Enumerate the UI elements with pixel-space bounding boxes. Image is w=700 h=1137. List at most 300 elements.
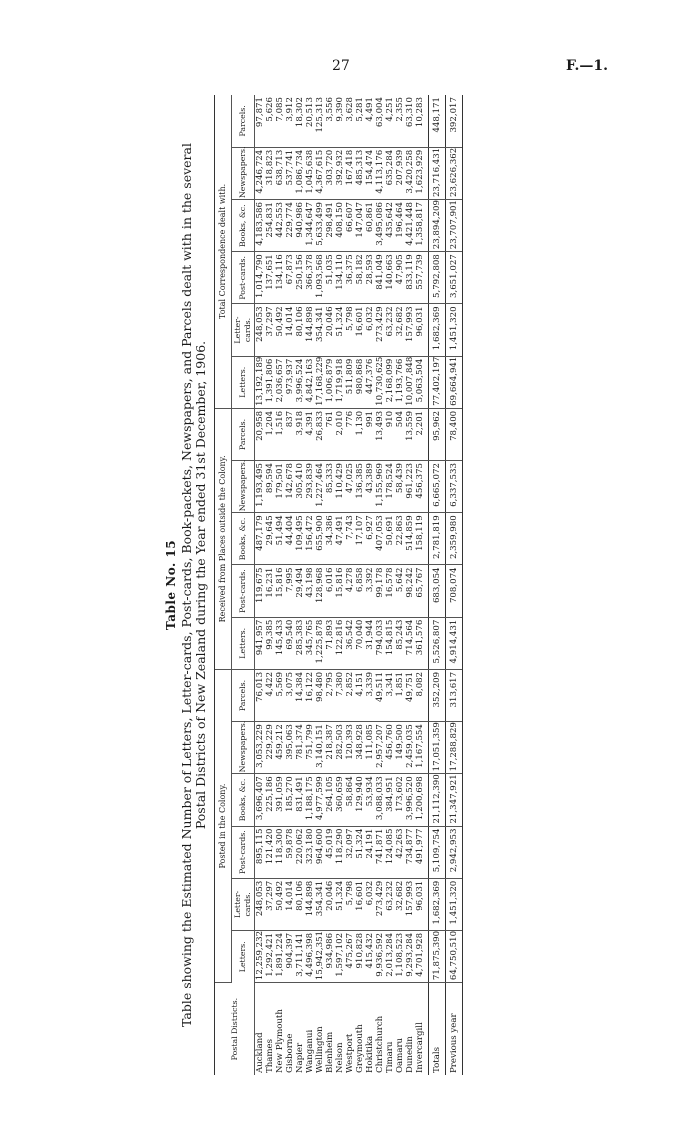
col-header: Books, &c. [232, 200, 255, 252]
table-row [255, 95, 266, 1075]
value-cell: 120,393 [345, 722, 355, 774]
value-cell: 20,046 [325, 878, 335, 930]
value-cell: 21,112,390 [429, 774, 446, 826]
value-cell: 111,085 [365, 722, 375, 774]
table-row [265, 95, 275, 1075]
value-cell: 70,040 [355, 617, 365, 669]
table-row [375, 95, 385, 1075]
district-name: Nelson [335, 1042, 345, 1073]
value-cell: 7,743 [345, 513, 355, 565]
value-cell: 3,628 [345, 95, 355, 147]
col-header: Parcels. [232, 408, 255, 460]
value-cell: 4,421,448 [405, 200, 415, 252]
value-cell: 119,675 [255, 565, 266, 617]
value-cell: 196,464 [395, 200, 405, 252]
value-cell: 459,212 [275, 722, 285, 774]
value-cell: 4,113,176 [375, 147, 385, 199]
value-cell: 36,542 [345, 617, 355, 669]
value-cell: 13,559 [405, 408, 415, 460]
value-cell: 76,013 [255, 669, 266, 721]
value-cell: 1,193,766 [395, 356, 405, 408]
value-cell: 708,074 [446, 565, 463, 617]
value-cell: 6,016 [325, 565, 335, 617]
value-cell: 1,130 [355, 408, 365, 460]
value-cell: 1,451,320 [446, 878, 463, 930]
value-cell: 354,341 [315, 304, 325, 356]
value-cell: 273,429 [375, 304, 385, 356]
value-cell: 15,942,351 [315, 930, 325, 982]
district-name: New Plymouth [275, 1009, 285, 1073]
value-cell: 20,513 [305, 95, 315, 147]
value-cell: 1,597,102 [335, 930, 345, 982]
value-cell: 448,171 [429, 95, 446, 147]
value-cell: 144,898 [305, 878, 315, 930]
value-cell: 167,418 [345, 147, 355, 199]
value-cell: 345,765 [305, 617, 315, 669]
column-header-row [232, 95, 255, 1075]
value-cell: 154,474 [365, 147, 375, 199]
value-cell: 248,053 [255, 878, 266, 930]
value-cell: 154,815 [385, 617, 395, 669]
value-cell: 37,297 [265, 878, 275, 930]
col-header: Letter-cards. [232, 878, 255, 930]
value-cell: 50,691 [385, 513, 395, 565]
value-cell: 940,986 [295, 200, 305, 252]
value-cell: 118,290 [335, 826, 345, 878]
table-row [275, 95, 285, 1075]
value-cell: 147,047 [355, 200, 365, 252]
district-name: Greymouth [355, 1024, 365, 1073]
value-cell: 248,053 [255, 304, 266, 356]
value-cell: 43,389 [365, 461, 375, 513]
value-cell: 4,251 [385, 95, 395, 147]
value-cell: 109,495 [295, 513, 305, 565]
value-cell: 142,678 [285, 461, 295, 513]
value-cell: 22,863 [395, 513, 405, 565]
col-header: Parcels. [232, 95, 255, 147]
value-cell: 1,516 [275, 408, 285, 460]
value-cell: 32,682 [395, 304, 405, 356]
value-cell: 2,168,099 [385, 356, 395, 408]
value-cell: 98,480 [315, 669, 325, 721]
value-cell: 122,816 [335, 617, 345, 669]
value-cell: 635,284 [385, 147, 395, 199]
value-cell: 149,500 [395, 722, 405, 774]
value-cell: 751,799 [305, 722, 315, 774]
value-cell: 134,116 [275, 252, 285, 304]
value-cell: 1,682,369 [429, 878, 446, 930]
district-name: Dunedin [405, 1036, 415, 1073]
value-cell: 910,828 [355, 930, 365, 982]
value-cell: 1,344,647 [305, 200, 315, 252]
table-footer [429, 95, 463, 1075]
value-cell: 23,894,209 [429, 200, 446, 252]
value-cell: 264,105 [325, 774, 335, 826]
value-cell: 3,088,033 [375, 774, 385, 826]
value-cell: 254,831 [265, 200, 275, 252]
table-row [335, 95, 345, 1075]
value-cell: 66,607 [345, 200, 355, 252]
value-cell: 1,623,929 [415, 147, 429, 199]
value-cell: 78,400 [446, 408, 463, 460]
value-cell: 360,659 [335, 774, 345, 826]
value-cell: 16,578 [385, 565, 395, 617]
value-cell: 305,410 [295, 461, 305, 513]
value-cell: 58,182 [355, 252, 365, 304]
district-name: Westport [345, 1033, 355, 1073]
value-cell: 3,696,407 [255, 774, 266, 826]
value-cell: 110,429 [335, 461, 345, 513]
value-cell: 65,767 [415, 565, 429, 617]
value-cell: 3,711,141 [295, 930, 305, 982]
table-row [365, 95, 375, 1075]
value-cell: 250,156 [295, 252, 305, 304]
value-cell: 655,900 [315, 513, 325, 565]
table-row [325, 95, 335, 1075]
value-cell: 841,049 [375, 252, 385, 304]
value-cell: 80,106 [295, 304, 305, 356]
value-cell: 491,977 [415, 826, 429, 878]
value-cell: 776 [345, 408, 355, 460]
value-cell: 6,927 [365, 513, 375, 565]
value-cell: 13,192,189 [255, 356, 266, 408]
district-name: Gisborne [285, 1033, 295, 1073]
value-cell: 973,937 [285, 356, 295, 408]
value-cell: 50,492 [275, 878, 285, 930]
value-cell: 44,404 [285, 513, 295, 565]
col-header: Books, &c. [232, 774, 255, 826]
value-cell: 45,019 [325, 826, 335, 878]
value-cell: 5,109,754 [429, 826, 446, 878]
value-cell: 2,010 [335, 408, 345, 460]
value-cell: 136,385 [355, 461, 365, 513]
col-header: Newspapers. [232, 147, 255, 199]
value-cell: 16,601 [355, 304, 365, 356]
value-cell: 5,526,807 [429, 617, 446, 669]
value-cell: 4,496,398 [305, 930, 315, 982]
value-cell: 50,492 [275, 304, 285, 356]
value-cell: 741,871 [375, 826, 385, 878]
value-cell: 4,701,928 [415, 930, 429, 982]
value-cell: 7,085 [275, 95, 285, 147]
value-cell: 10,730,625 [375, 356, 385, 408]
value-cell: 5,626 [265, 95, 275, 147]
col-header: Letters. [232, 930, 255, 982]
value-cell: 2,781,819 [429, 513, 446, 565]
value-cell: 3,392 [365, 565, 375, 617]
table-row [385, 95, 395, 1075]
value-cell: 218,387 [325, 722, 335, 774]
value-cell: 3,140,151 [315, 722, 325, 774]
value-cell: 1,167,554 [415, 722, 429, 774]
value-cell: 8,082 [415, 669, 429, 721]
value-cell: 156,472 [305, 513, 315, 565]
value-cell: 1,006,879 [325, 356, 335, 408]
table-row [415, 95, 429, 1075]
value-cell: 97,871 [255, 95, 266, 147]
value-cell: 5,633,499 [315, 200, 325, 252]
group-received-header: Received from Places outside the Colony. [215, 408, 232, 669]
district-name: Blenheim [325, 1031, 335, 1073]
table-row [315, 95, 325, 1075]
value-cell: 2,201 [415, 408, 429, 460]
value-cell: 43,198 [305, 565, 315, 617]
value-cell: 638,713 [275, 147, 285, 199]
value-cell: 1,086,734 [295, 147, 305, 199]
value-cell: 69,664,941 [446, 356, 463, 408]
value-cell: 63,232 [385, 304, 395, 356]
value-cell: 53,934 [365, 774, 375, 826]
value-cell: 80,106 [295, 878, 305, 930]
value-cell: 3,918 [295, 408, 305, 460]
value-cell: 178,524 [385, 461, 395, 513]
value-cell: 16,122 [305, 669, 315, 721]
table-row [345, 95, 355, 1075]
value-cell: 47,905 [395, 252, 405, 304]
value-cell: 124,085 [385, 826, 395, 878]
value-cell: 173,602 [395, 774, 405, 826]
value-cell: 961,223 [405, 461, 415, 513]
district-name: Previous year [446, 983, 463, 1075]
value-cell: 1,204 [265, 408, 275, 460]
value-cell: 2,036,657 [275, 356, 285, 408]
value-cell: 487,179 [255, 513, 266, 565]
value-cell: 9,936,592 [375, 930, 385, 982]
value-cell: 134,110 [335, 252, 345, 304]
district-name: Auckland [255, 1032, 265, 1073]
value-cell: 781,374 [295, 722, 305, 774]
value-cell: 6,337,533 [446, 461, 463, 513]
value-cell: 1,108,523 [395, 930, 405, 982]
value-cell: 15,816 [335, 565, 345, 617]
value-cell: 4,422 [265, 669, 275, 721]
col-header: Letters. [232, 617, 255, 669]
table-number: Table No. 15 [164, 539, 178, 631]
col-header: Letters. [232, 356, 255, 408]
value-cell: 2,942,953 [446, 826, 463, 878]
value-cell: 5,798 [345, 304, 355, 356]
value-cell: 7,380 [335, 669, 345, 721]
value-cell: 2,459,035 [405, 722, 415, 774]
value-cell: 179,501 [275, 461, 285, 513]
value-cell: 49,511 [375, 669, 385, 721]
value-cell: 51,035 [325, 252, 335, 304]
value-cell: 47,025 [345, 461, 355, 513]
value-cell: 95,962 [429, 408, 446, 460]
value-cell: 391,059 [275, 774, 285, 826]
value-cell: 10,007,848 [405, 356, 415, 408]
value-cell: 121,420 [265, 826, 275, 878]
district-name: Invercargill [415, 1022, 425, 1073]
value-cell: 3,996,520 [405, 774, 415, 826]
value-cell: 734,877 [405, 826, 415, 878]
value-cell: 1,292,421 [265, 930, 275, 982]
value-cell: 1,014,790 [255, 252, 266, 304]
value-cell: 303,720 [325, 147, 335, 199]
value-cell: 29,494 [295, 565, 305, 617]
value-cell: 98,242 [405, 565, 415, 617]
value-cell: 1,891,224 [275, 930, 285, 982]
value-cell: 3,339 [365, 669, 375, 721]
district-name: Thames [265, 1038, 275, 1073]
value-cell: 47,491 [335, 513, 345, 565]
value-cell: 229,229 [265, 722, 275, 774]
value-cell: 831,491 [295, 774, 305, 826]
value-cell: 28,593 [365, 252, 375, 304]
value-cell: 14,014 [285, 878, 295, 930]
value-cell: 991 [365, 408, 375, 460]
value-cell: 21,347,921 [446, 774, 463, 826]
col-header: Newspapers. [232, 722, 255, 774]
value-cell: 17,051,359 [429, 722, 446, 774]
value-cell: 6,032 [365, 878, 375, 930]
district-name: Oamaru [395, 1037, 405, 1073]
value-cell: 3,912 [285, 95, 295, 147]
value-cell: 59,878 [285, 826, 295, 878]
value-cell: 2,957,207 [375, 722, 385, 774]
value-cell: 318,823 [265, 147, 275, 199]
value-cell: 4,278 [345, 565, 355, 617]
value-cell: 1,200,698 [415, 774, 429, 826]
value-cell: 366,378 [305, 252, 315, 304]
value-cell: 1,391,806 [265, 356, 275, 408]
value-cell: 13,493 [375, 408, 385, 460]
district-name: Christchurch [375, 1015, 385, 1073]
value-cell: 1,451,320 [446, 304, 463, 356]
value-cell: 60,861 [365, 200, 375, 252]
value-cell: 5,798 [345, 878, 355, 930]
value-cell: 23,707,901 [446, 200, 463, 252]
value-cell: 20,958 [255, 408, 266, 460]
value-cell: 964,600 [315, 826, 325, 878]
value-cell: 63,004 [375, 95, 385, 147]
value-cell: 4,977,599 [315, 774, 325, 826]
col-header: Letter-cards. [232, 304, 255, 356]
value-cell: 34,386 [325, 513, 335, 565]
value-cell: 6,032 [365, 304, 375, 356]
district-name: Timaru [385, 1041, 395, 1073]
value-cell: 29,645 [265, 513, 275, 565]
value-cell: 4,391 [305, 408, 315, 460]
value-cell: 63,232 [385, 878, 395, 930]
value-cell: 485,313 [355, 147, 365, 199]
district-name: Hokitika [365, 1035, 375, 1073]
value-cell: 794,033 [375, 617, 385, 669]
value-cell: 69,540 [285, 617, 295, 669]
value-cell: 285,383 [295, 617, 305, 669]
value-cell: 23,716,431 [429, 147, 446, 199]
value-cell: 3,053,229 [255, 722, 266, 774]
value-cell: 442,553 [275, 200, 285, 252]
value-cell: 475,267 [345, 930, 355, 982]
value-cell: 71,875,390 [429, 930, 446, 982]
value-cell: 1,093,568 [315, 252, 325, 304]
value-cell: 128,968 [315, 565, 325, 617]
col-header: Parcels. [232, 669, 255, 721]
table-row [405, 95, 415, 1075]
value-cell: 2,355 [395, 95, 405, 147]
col-header: Newspapers. [232, 461, 255, 513]
page-number: 27 [332, 58, 350, 74]
value-cell: 2,359,980 [446, 513, 463, 565]
value-cell: 185,270 [285, 774, 295, 826]
value-cell: 9,293,284 [405, 930, 415, 982]
value-cell: 99,385 [265, 617, 275, 669]
value-cell: 323,180 [305, 826, 315, 878]
value-cell: 3,996,524 [295, 356, 305, 408]
value-cell: 3,075 [285, 669, 295, 721]
value-cell: 5,281 [355, 95, 365, 147]
col-header: Post-cards. [232, 252, 255, 304]
value-cell: 3,495,086 [375, 200, 385, 252]
table-row [305, 95, 315, 1075]
value-cell: 157,993 [405, 304, 415, 356]
table-row [295, 95, 305, 1075]
value-cell: 511,809 [345, 356, 355, 408]
value-cell: 26,833 [315, 408, 325, 460]
table-row [355, 95, 365, 1075]
value-cell: 5,642 [395, 565, 405, 617]
value-cell: 12,259,232 [255, 930, 266, 982]
value-cell: 37,297 [265, 304, 275, 356]
value-cell: 36,375 [345, 252, 355, 304]
value-cell: 67,873 [285, 252, 295, 304]
value-cell: 980,868 [355, 356, 365, 408]
value-cell: 64,750,510 [446, 930, 463, 982]
value-cell: 895,115 [255, 826, 266, 878]
value-cell: 125,313 [315, 95, 325, 147]
value-cell: 384,951 [385, 774, 395, 826]
value-cell: 229,774 [285, 200, 295, 252]
value-cell: 1,227,464 [315, 461, 325, 513]
value-cell: 129,940 [355, 774, 365, 826]
value-cell: 761 [325, 408, 335, 460]
value-cell: 910 [385, 408, 395, 460]
value-cell: 392,017 [446, 95, 463, 147]
value-cell: 7,995 [285, 565, 295, 617]
postal-statistics-table [214, 95, 463, 1075]
col-header: Books, &c. [232, 513, 255, 565]
value-cell: 1,851 [395, 669, 405, 721]
value-cell: 3,420,258 [405, 147, 415, 199]
value-cell: 10,283 [415, 95, 429, 147]
value-cell: 4,491 [365, 95, 375, 147]
col-header: Post-cards. [232, 565, 255, 617]
value-cell: 24,191 [365, 826, 375, 878]
value-cell: 51,324 [335, 304, 345, 356]
value-cell: 1,155,969 [375, 461, 385, 513]
col-header: Post-cards. [232, 826, 255, 878]
value-cell: 77,402,197 [429, 356, 446, 408]
value-cell: 282,503 [335, 722, 345, 774]
totals-row [429, 95, 446, 1075]
value-cell: 833,119 [405, 252, 415, 304]
value-cell: 85,243 [395, 617, 405, 669]
value-cell: 941,957 [255, 617, 266, 669]
value-cell: 313,617 [446, 669, 463, 721]
value-cell: 17,168,229 [315, 356, 325, 408]
value-cell: 31,944 [365, 617, 375, 669]
value-cell: 447,376 [365, 356, 375, 408]
value-cell: 23,626,362 [446, 147, 463, 199]
value-cell: 557,739 [415, 252, 429, 304]
value-cell: 14,014 [285, 304, 295, 356]
value-cell: 49,751 [405, 669, 415, 721]
value-cell: 6,665,072 [429, 461, 446, 513]
table-row [285, 95, 295, 1075]
value-cell: 408,150 [335, 200, 345, 252]
value-cell: 4,367,615 [315, 147, 325, 199]
